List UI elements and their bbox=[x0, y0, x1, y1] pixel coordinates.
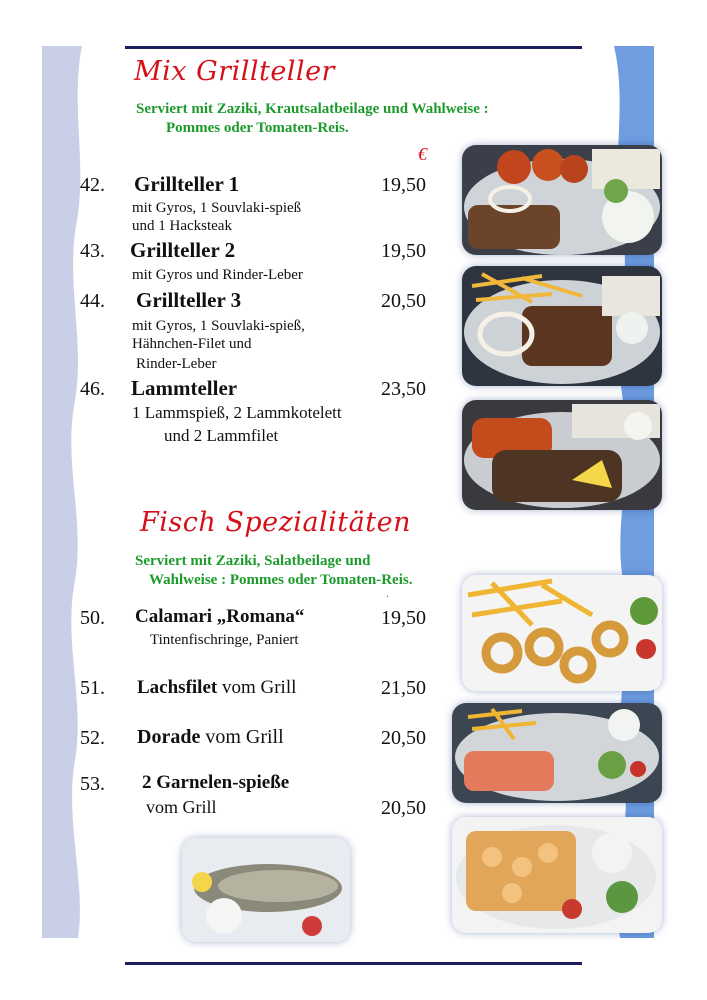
item-description: mit Gyros, 1 Souvlaki-spieß, bbox=[132, 318, 305, 334]
item-price: 23,50 bbox=[381, 378, 426, 400]
grill-section-title: Mix Grillteller bbox=[134, 56, 335, 87]
item-price: 19,50 bbox=[381, 240, 426, 262]
item-description: und 1 Hacksteak bbox=[132, 218, 232, 234]
grilled-fish-tzatziki-photo bbox=[182, 838, 350, 942]
item-price: 21,50 bbox=[381, 677, 426, 699]
fish-subtitle-line2: Wahlweise : Pommes oder Tomaten-Reis. bbox=[149, 572, 413, 588]
left-wave-band bbox=[42, 46, 82, 938]
salmon-fries-photo bbox=[452, 703, 662, 803]
item-price: 20,50 bbox=[381, 727, 426, 749]
item-name: 2 Garnelen-spieße bbox=[142, 772, 290, 793]
item-description: mit Gyros, 1 Souvlaki-spieß bbox=[132, 200, 302, 216]
item-description: Rinder-Leber bbox=[136, 356, 217, 372]
item-suffix: vom Grill bbox=[200, 726, 284, 748]
item-name: Grillteller 2 bbox=[130, 238, 236, 262]
item-number: 53. bbox=[80, 773, 105, 795]
lamb-chops-rice-photo bbox=[462, 400, 662, 510]
mixed-grill-plate-photo bbox=[462, 145, 662, 255]
item-price: 19,50 bbox=[381, 607, 426, 629]
item-name-line bbox=[137, 726, 284, 749]
item-number: 51. bbox=[80, 677, 105, 699]
item-description: Hähnchen-Filet und bbox=[132, 336, 252, 352]
grill-subtitle-line1: Serviert mit Zaziki, Krautsalatbeilage und Wahlweise : bbox=[136, 101, 489, 117]
item-number: 46. bbox=[80, 378, 105, 400]
item-name: Grillteller 1 bbox=[134, 172, 240, 196]
currency-symbol: € bbox=[418, 144, 427, 164]
item-description: mit Gyros und Rinder-Leber bbox=[132, 267, 303, 283]
item-price: 20,50 bbox=[381, 290, 426, 312]
item-name: Lammteller bbox=[131, 376, 238, 400]
bottom-rule bbox=[125, 962, 582, 965]
fish-subtitle-line1: Serviert mit Zaziki, Salatbeilage und bbox=[135, 553, 371, 569]
grill-subtitle-line2: Pommes oder Tomaten-Reis. bbox=[166, 120, 349, 136]
calamari-fries-photo bbox=[462, 575, 662, 691]
item-price: 19,50 bbox=[381, 174, 426, 196]
item-number: 52. bbox=[80, 727, 105, 749]
item-description: Tintenfischringe, Paniert bbox=[150, 632, 299, 648]
item-description: und 2 Lammfilet bbox=[164, 426, 279, 445]
item-name: Lachsfilet bbox=[137, 677, 218, 698]
item-name-line bbox=[137, 677, 296, 699]
decorative-dot: . bbox=[386, 586, 389, 600]
item-number: 50. bbox=[80, 607, 105, 629]
top-rule bbox=[125, 46, 582, 49]
item-name: Calamari „Romana“ bbox=[135, 606, 305, 627]
item-number: 42. bbox=[80, 174, 105, 196]
item-suffix: vom Grill bbox=[146, 797, 217, 817]
item-name: Grillteller 3 bbox=[136, 288, 242, 312]
gyros-fries-plate-photo bbox=[462, 266, 662, 386]
item-number: 44. bbox=[80, 290, 105, 312]
shrimp-skewers-salad-photo bbox=[452, 817, 662, 933]
item-price: 20,50 bbox=[381, 797, 426, 819]
item-number: 43. bbox=[80, 240, 105, 262]
item-name: Dorade bbox=[137, 726, 201, 748]
fish-section-title: Fisch Spezialitäten bbox=[140, 507, 411, 538]
item-suffix: vom Grill bbox=[217, 677, 297, 698]
item-description: 1 Lammspieß, 2 Lammkotelett bbox=[132, 403, 342, 422]
